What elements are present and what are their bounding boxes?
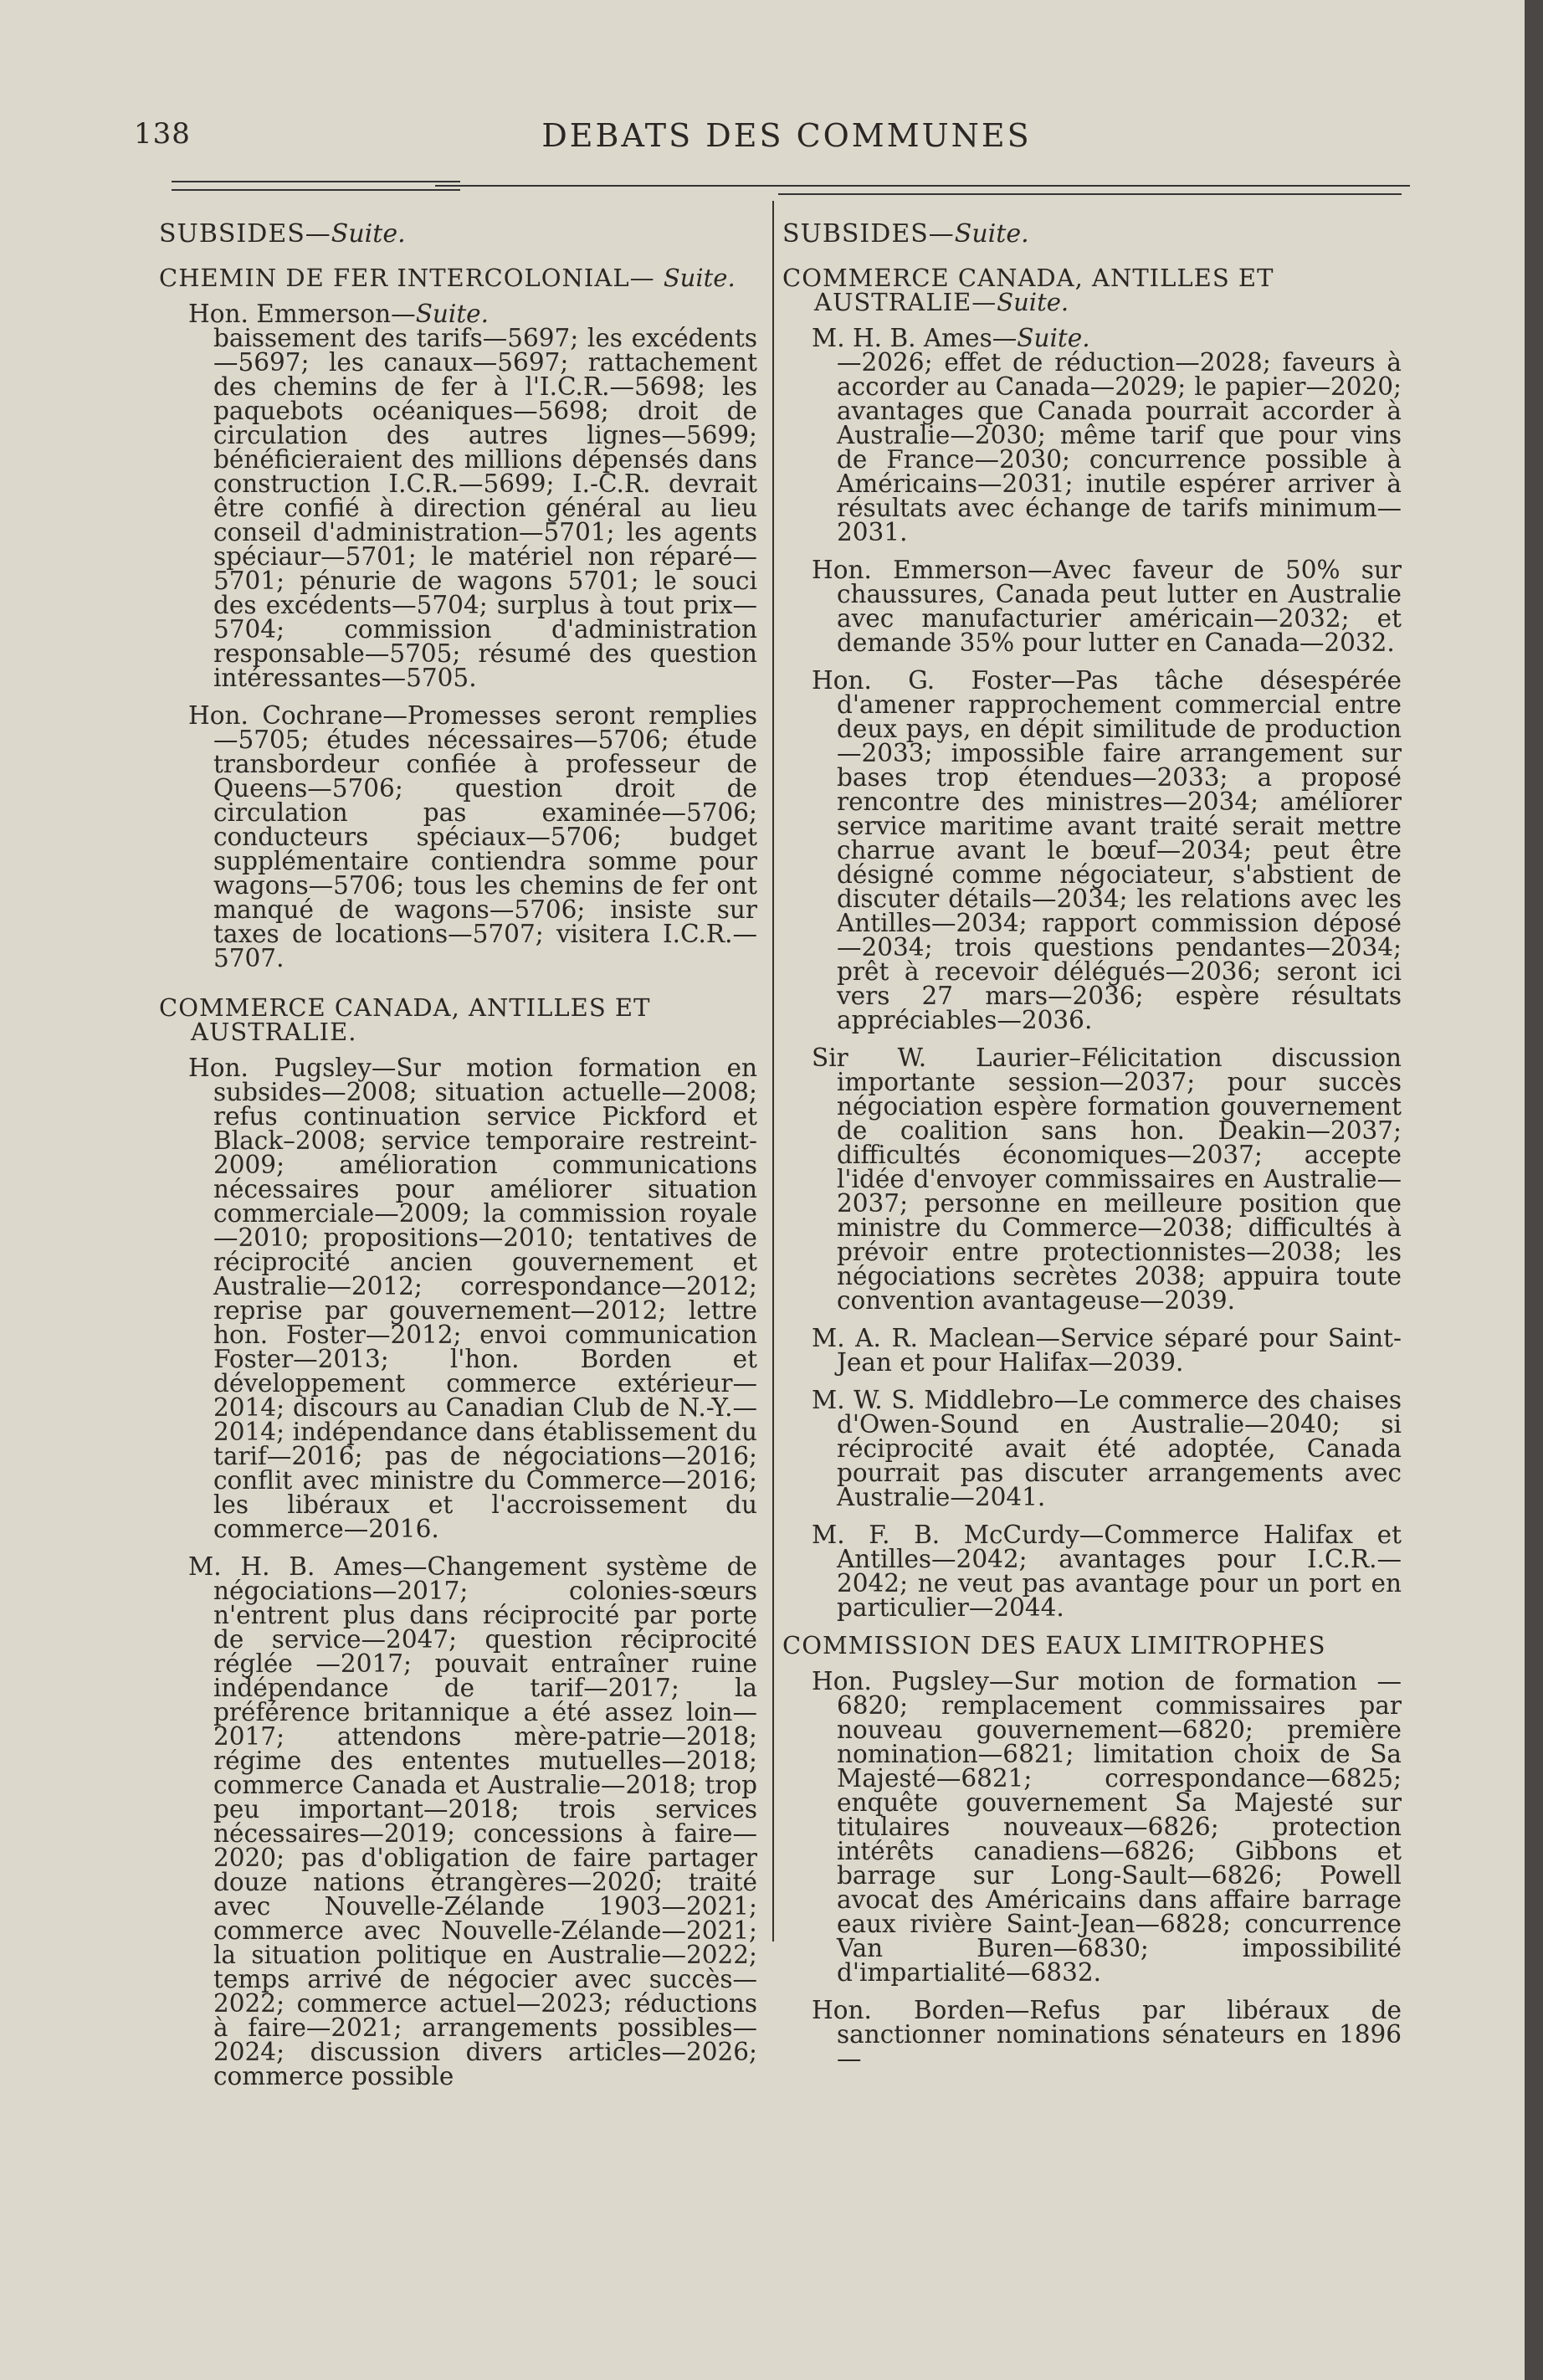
header-rule-left-2 — [172, 189, 460, 191]
scan-edge — [1525, 0, 1543, 2380]
heading-eaux-limitrophes: COMMISSION DES EAUX LIMITROPHES — [782, 1631, 1326, 1659]
section-title: SUBSIDES—Suite. — [159, 219, 406, 249]
entry-ames-cont: M. H. B. Ames—Suite. —2026; effet de réduction—2028; faveurs à accorder au Canada—2029; le papier—2020; avantages que Canada pourrait accorder à Australie—2030; même tarif que pour vins de France—2030; concurrence possible à Américains—2031; inutile espérer arriver à résultats avec échange de tarifs minimum—2031. — [812, 324, 1402, 546]
entry-emmerson: Hon. Emmerson—Suite. baissement des tarifs—5697; les excédents—5697; les canaux—5697; rattachement des chemins de fer à l'I.C.R.—5698; les paquebots océaniques—5698; droit de circulation des autres lignes—5699; bénéficieraient des millions dépensés dans construction I.C.R.—5699; I.-C.R. devrait être confié à direction général au lieu conseil d'administration—5701; les agents spéciaur—5701; le matériel non réparé—5701; pénurie de wagons 5701; le souci des excédents—5704; surplus à tout prix—5704; commission d'administration responsable—5705; résumé des question intéressantes—5705. — [188, 300, 757, 692]
entry-cochrane: Hon. Cochrane—Promesses seront remplies—5705; études nécessaires—5706; étude transbordeur confiée à professeur de Queens—5706; question droit de circulation pas examinée—5706; conducteurs spéciaux—5706; budget supplémentaire contiendra somme pour wagons—5706; tous les chemins de fer ont manqué de wagons—5706; insiste sur taxes de locations—5707; visitera I.C.R.—5707. — [188, 701, 757, 972]
entry-ames-cont-text: —2026; effet de réduction—2028; faveurs à accorder au Canada—2029; le papier—2020; avantages que Canada pourrait accorder à Australie—2030; même tarif que pour vins de France—2030; concurrence possible à Américains—2031; inutile espérer arriver à résultats avec échange de tarifs minimum—2031. — [837, 348, 1402, 546]
section-title-right: SUBSIDES—Suite. — [782, 219, 1029, 249]
entry-maclean: M. A. R. Maclean—Service séparé pour Saint-Jean et pour Halifax—2039. — [812, 1324, 1402, 1377]
header-rule-right-2 — [778, 193, 1402, 195]
entry-laurier: Sir W. Laurier–Félicitation discussion importante session—2037; pour succès négociation espère formation gouvernement de coalition sans hon. Deakin—2037; difficultés économiques—2037; accepte l'idée d'envoyer commissaires en Australie—2037; personne en meilleure position que ministre du Commerce—2038; difficultés à prévoir entre protectionnistes—2038; les négociations secrètes 2038; appuira toute convention avantageuse—2039. — [812, 1044, 1402, 1315]
entry-pugsley-eaux: Hon. Pugsley—Sur motion de formation —6820; remplacement commissaires par nouveau gouvernement—6820; première nomination—6821; limitation choix de Sa Majesté—6821; correspondance—6825; enquête gouvernement Sa Majesté sur titulaires nouveaux—6826; protection intérêts canadiens—6826; Gibbons et barrage sur Long-Sault—6826; Powell avocat des Américains dans affaire barrage eaux rivière Saint-Jean—6828; concurrence Van Buren—6830; impossibilité d'impartialité—6832. — [812, 1667, 1402, 1987]
entry-borden: Hon. Borden—Refus par libéraux de sanctionner nominations sénateurs en 1896— — [812, 1996, 1402, 2073]
entry-foster: Hon. G. Foster—Pas tâche désespérée d'amener rapprochement commercial entre deux pays, en dépit similitude de production—2033; impossible faire arrangement sur bases trop étendues—2033; a proposé rencontre des ministres—2034; améliorer service maritime avant traité serait mettre charrue avant le bœuf—2034; peut être désigné comme négociateur, s'abstient de discuter détails—2034; les relations avec les Antilles—2034; rapport commission déposé—2034; trois questions pendantes—2034; prêt à recevoir délégués—2036; seront ici vers 27 mars—2036; espère résultats appréciables—2036. — [812, 666, 1402, 1034]
left-column — [159, 219, 757, 2102]
running-head: DEBATS DES COMMUNES — [541, 117, 1032, 154]
header-rule-left-1 — [172, 181, 460, 182]
right-column — [782, 219, 1402, 2085]
heading-intercolonial: CHEMIN DE FER INTERCOLONIAL— Suite. — [159, 264, 736, 292]
heading-commerce: COMMERCE CANADA, ANTILLES ET AUSTRALIE. — [159, 993, 651, 1046]
column-divider — [772, 201, 774, 1941]
entry-mccurdy: M. F. B. McCurdy—Commerce Halifax et Antilles—2042; avantages pour I.C.R.—2042; ne veut pas avantage pour un port en particulier—2044. — [812, 1521, 1402, 1622]
heading-commerce-cont: COMMERCE CANADA, ANTILLES ET AUSTRALIE—Suite. — [782, 264, 1274, 316]
entry-pugsley: Hon. Pugsley—Sur motion formation en subsides—2008; situation actuelle—2008; refus continuation service Pickford et Black–2008; service temporaire restreint-2009; amélioration communications nécessaires pour améliorer situation commerciale—2009; la commission royale—2010; propositions—2010; tentatives de réciprocité ancien gouvernement et Australie—2012; correspondance—2012; reprise par gouvernement—2012; lettre hon. Foster—2012; envoi communication Foster—2013; l'hon. Borden et développement commerce extérieur—2014; discours au Canadian Club de N.-Y.—2014; indépendance dans établissement du tarif—2016; pas de négociations—2016; conflit avec ministre du Commerce—2016; les libéraux et l'accroissement du commerce—2016. — [188, 1054, 757, 1543]
entry-emmerson-right: Hon. Emmerson—Avec faveur de 50% sur chaussures, Canada peut lutter en Australie avec manufacturier américain—2032; et demande 35% pour lutter en Canada—2032. — [812, 556, 1402, 657]
entry-ames: M. H. B. Ames—Changement système de négociations—2017; colonies-sœurs n'entrent plus dans réciprocité par porte de service—2047; question réciprocité réglée —2017; pouvait entraîner ruine indépendance de tarif—2017; la préférence britannique a été assez loin—2017; attendons mère-patrie—2018; régime des ententes mutuelles—2018; commerce Canada et Australie—2018; trop peu important—2018; trois services nécessaires—2019; concessions à faire—2020; pas d'obligation de faire partager douze nations étrangères—2020; traité avec Nouvelle-Zélande 1903—2021; commerce avec Nouvelle-Zélande—2021; la situation politique en Australie—2022; temps arrivé de négocier avec succès—2022; commerce actuel—2023; réductions à faire—2021; arrangements possibles—2024; discussion divers articles—2026; commerce possible — [188, 1552, 757, 2090]
entry-emmerson-text: baissement des tarifs—5697; les excédents—5697; les canaux—5697; rattachement des chemins de fer à l'I.C.R.—5698; les paquebots océaniques—5698; droit de circulation des autres lignes—5699; bénéficieraient des millions dépensés dans construction I.C.R.—5699; I.-C.R. devrait être confié à direction général au lieu conseil d'administration—5701; les agents spéciaur—5701; le matériel non réparé—5701; pénurie de wagons 5701; le souci des excédents—5704; surplus à tout prix—5704; commission d'administration responsable—5705; résumé des question intéressantes—5705. — [213, 324, 757, 692]
entry-middlebro: M. W. S. Middlebro—Le commerce des chaises d'Owen-Sound en Australie—2040; si réciprocité avait été adoptée, Canada pourrait pas discuter arrangements avec Australie—2041. — [812, 1386, 1402, 1511]
header-rule-right-1 — [435, 185, 1410, 187]
page-number: 138 — [134, 117, 191, 151]
